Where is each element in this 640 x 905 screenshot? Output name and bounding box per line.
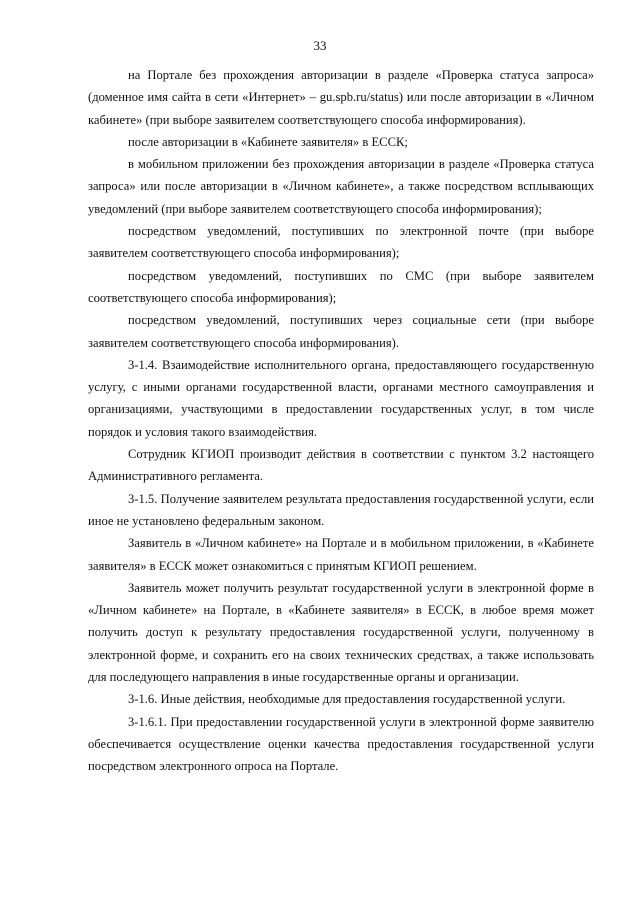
document-body bbox=[88, 64, 594, 778]
paragraph-essk-cabinet: после авторизации в «Кабинете заявителя» в ЕССК; bbox=[128, 134, 408, 149]
paragraph-section-3-1-4: 3-1.4. Взаимодействие исполнительного органа, предоставляющего государственную услугу, с иными органами государственной власти, органами местного самоуправления и организациями, участвующими в предоставлении государственных услуг, в том числе порядок и условия такого взаимодействия. bbox=[88, 357, 594, 439]
paragraph-section-3-1-5: 3-1.5. Получение заявителем результата предоставления государственной услуги, если иное не установлено федеральным законом. bbox=[88, 491, 594, 528]
paragraph-applicant-decision: Заявитель в «Личном кабинете» на Портале и в мобильном приложении, в «Кабинете заявителя» в ЕССК может ознакомиться с принятым КГИОП решением. bbox=[88, 536, 594, 573]
paragraph-sms-notifications: посредством уведомлений, поступивших по СМС (при выборе заявителем соответствующего способа информирования); bbox=[88, 268, 594, 305]
page-number: 33 bbox=[313, 38, 327, 53]
paragraph-applicant-result: Заявитель может получить результат государственной услуги в электронной форме в «Личном кабинете» на Портале, в «Кабинете заявителя» в ЕССК, в любое время может получить доступ к результату предоставления государственной услуги, полученному в электронной форме, и сохранить его на своих технических средствах, а также использовать для последующего направления в иные государственные органы и организации. bbox=[88, 580, 594, 685]
paragraph-social-notifications: посредством уведомлений, поступивших через социальные сети (при выборе заявителем соответствующего способа информирования). bbox=[88, 313, 594, 350]
paragraph-section-3-1-6: 3-1.6. Иные действия, необходимые для предоставления государственной услуги. bbox=[128, 692, 566, 707]
paragraph-mobile-app: в мобильном приложении без прохождения авторизации в разделе «Проверка статуса запроса» или после авторизации в «Личном кабинете», а также посредством всплывающих уведомлений (при выборе заявителем соответствующего способа информирования); bbox=[88, 157, 594, 216]
paragraph-portal-status-check: на Портале без прохождения авторизации в разделе «Проверка статуса запроса» (доменное имя сайта в сети «Интернет» – gu.spb.ru/status) или после авторизации в «Личном кабинете» (при выборе заявителем соответствующего способа информирования). bbox=[88, 68, 594, 127]
paragraph-kgiop-actions: Сотрудник КГИОП производит действия в соответствии с пунктом 3.2 настоящего Административного регламента. bbox=[88, 447, 594, 484]
paragraph-section-3-1-6-1: 3-1.6.1. При предоставлении государственной услуги в электронной форме заявителю обеспечивается осуществление оценки качества предоставления государственной услуги посредством электронного опроса на Портале. bbox=[88, 714, 594, 774]
paragraph-email-notifications: посредством уведомлений, поступивших по электронной почте (при выборе заявителем соответствующего способа информирования); bbox=[88, 224, 594, 261]
